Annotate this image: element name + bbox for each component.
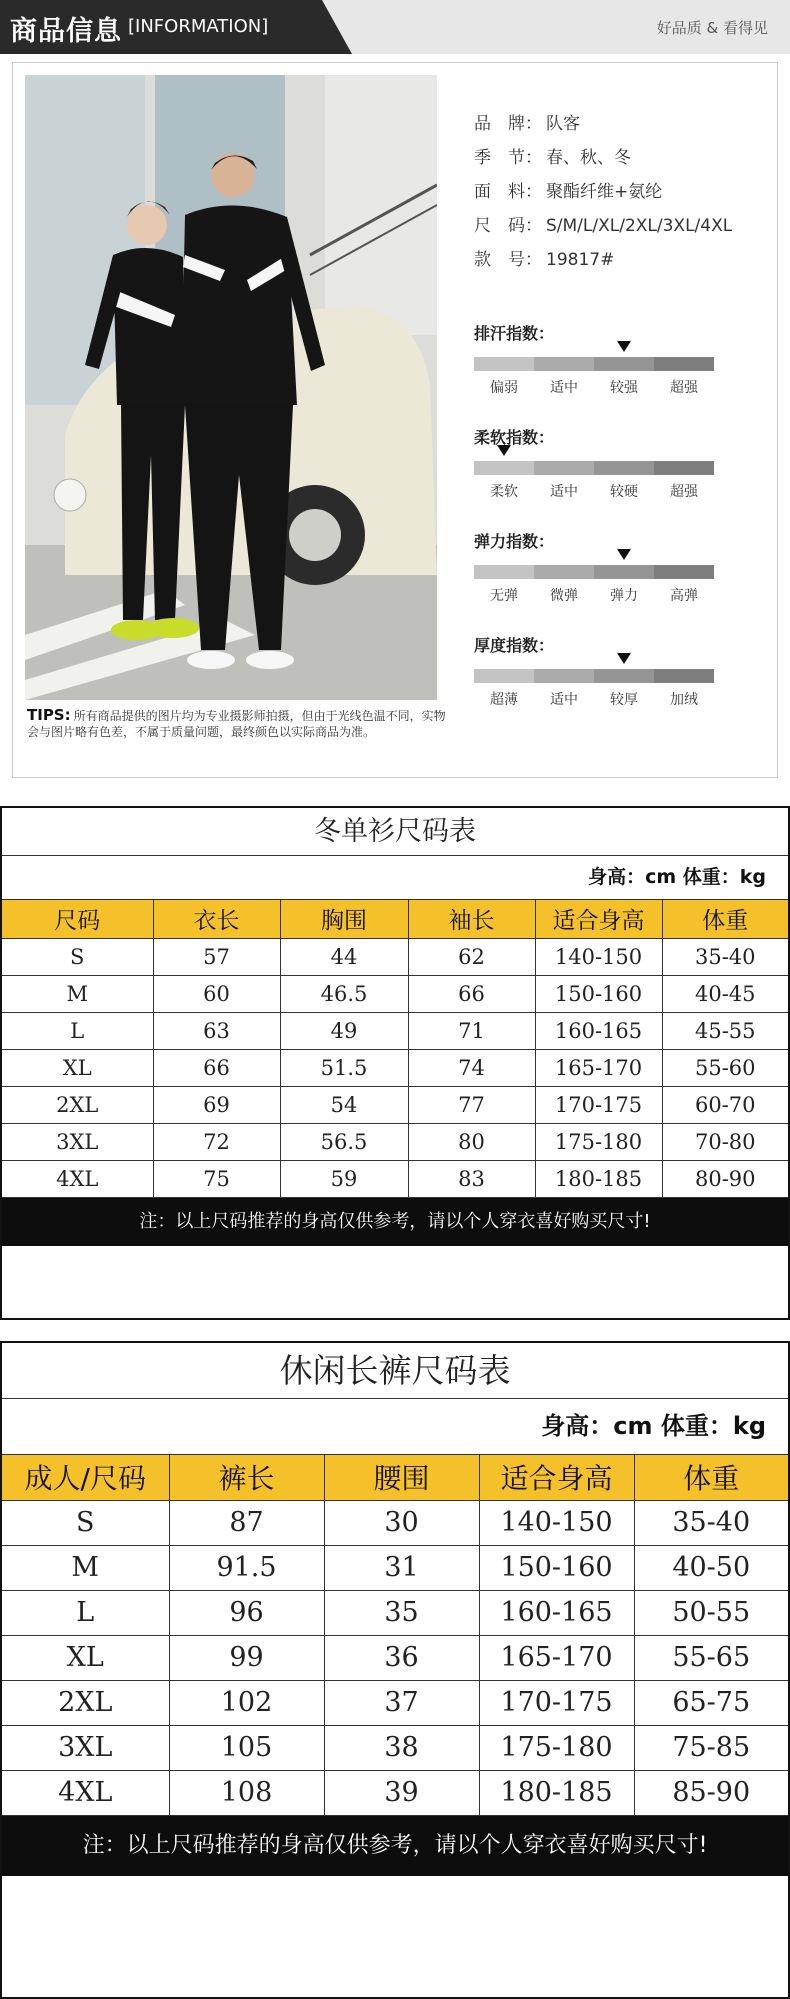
table-header-row xyxy=(2,900,788,938)
index-sweat xyxy=(474,321,714,397)
table-cell: 71 xyxy=(408,1012,535,1049)
table-cell: 36 xyxy=(324,1635,479,1680)
table-cell: 102 xyxy=(169,1680,324,1725)
table-header-cell: 适合身高 xyxy=(479,1455,634,1500)
table-cell: 105 xyxy=(169,1725,324,1770)
index-marker xyxy=(617,549,631,560)
index-label: 适中 xyxy=(550,692,578,708)
table-cell: 160-165 xyxy=(479,1590,634,1635)
shirt-table-title: 冬单衫尺码表 xyxy=(2,808,788,856)
table-cell: 69 xyxy=(153,1086,280,1123)
index-marker xyxy=(617,653,631,664)
table-cell: 180-185 xyxy=(535,1160,662,1197)
spec-row-style-no: 款 号： 19817# xyxy=(474,250,615,270)
table-row xyxy=(2,1160,788,1197)
index-title: 厚度指数： xyxy=(474,636,555,655)
index-label: 微弹 xyxy=(550,588,578,604)
table-header-cell: 衣长 xyxy=(153,900,280,938)
table-header-cell: 腰围 xyxy=(324,1455,479,1500)
tips-note xyxy=(27,707,447,740)
table-cell: 140-150 xyxy=(479,1500,634,1545)
table-cell: 66 xyxy=(153,1049,280,1086)
table-cell: S xyxy=(2,1500,169,1545)
pants-size-grid xyxy=(2,1455,788,1816)
pants-table-note: 注：以上尺码推荐的身高仅供参考，请以个人穿衣喜好购买尺寸! xyxy=(2,1816,788,1876)
table-cell: 60 xyxy=(153,975,280,1012)
table-cell: XL xyxy=(2,1049,153,1086)
table-cell: 35-40 xyxy=(634,1500,788,1545)
table-cell: 65-75 xyxy=(634,1680,788,1725)
index-label: 偏弱 xyxy=(490,380,518,396)
index-thickness xyxy=(474,633,714,709)
index-marker xyxy=(497,445,511,456)
index-label: 较厚 xyxy=(610,692,638,708)
table-cell: 35 xyxy=(324,1590,479,1635)
table-cell: 150-160 xyxy=(479,1545,634,1590)
index-softness xyxy=(474,425,714,501)
table-cell: 170-175 xyxy=(479,1680,634,1725)
table-cell: 85-90 xyxy=(634,1770,788,1815)
table-cell: 108 xyxy=(169,1770,324,1815)
table-header-cell: 体重 xyxy=(634,1455,788,1500)
section-title: 商品信息 xyxy=(10,16,122,47)
index-elasticity xyxy=(474,529,714,605)
table-cell: 63 xyxy=(153,1012,280,1049)
table-row xyxy=(2,1500,788,1545)
table-cell: 4XL xyxy=(2,1770,169,1815)
spec-list xyxy=(474,109,732,279)
table-cell: 165-170 xyxy=(479,1635,634,1680)
table-row xyxy=(2,1635,788,1680)
table-cell: 55-60 xyxy=(662,1049,788,1086)
index-bar xyxy=(474,459,714,477)
table-cell: 83 xyxy=(408,1160,535,1197)
table-cell: 40-50 xyxy=(634,1545,788,1590)
index-label: 超强 xyxy=(670,484,698,500)
index-label: 较硬 xyxy=(610,484,638,500)
table-cell: 40-45 xyxy=(662,975,788,1012)
table-cell: 30 xyxy=(324,1500,479,1545)
index-label: 加绒 xyxy=(670,692,698,708)
table-cell: 140-150 xyxy=(535,938,662,975)
table-cell: 59 xyxy=(280,1160,408,1197)
header-slogan: 好品质 & 看得见 xyxy=(656,19,768,37)
table-cell: 75 xyxy=(153,1160,280,1197)
table-header-cell: 体重 xyxy=(662,900,788,938)
table-cell: 75-85 xyxy=(634,1725,788,1770)
table-cell: 165-170 xyxy=(535,1049,662,1086)
table-cell: 56.5 xyxy=(280,1123,408,1160)
spec-row-brand: 品 牌： 队客 xyxy=(474,114,580,134)
index-bar xyxy=(474,355,714,373)
table-cell: 35-40 xyxy=(662,938,788,975)
table-cell: 3XL xyxy=(2,1123,153,1160)
table-cell: 49 xyxy=(280,1012,408,1049)
index-bar xyxy=(474,563,714,581)
table-cell: XL xyxy=(2,1635,169,1680)
table-cell: 72 xyxy=(153,1123,280,1160)
index-title: 排汗指数： xyxy=(474,324,555,343)
table-cell: 44 xyxy=(280,938,408,975)
table-row xyxy=(2,1049,788,1086)
table-cell: 160-165 xyxy=(535,1012,662,1049)
index-label: 较强 xyxy=(610,380,638,396)
section-title-en: [INFORMATION] xyxy=(128,16,269,37)
table-cell: 91.5 xyxy=(169,1545,324,1590)
table-row xyxy=(2,1770,788,1815)
table-row xyxy=(2,1680,788,1725)
table-row xyxy=(2,1725,788,1770)
table-cell: L xyxy=(2,1590,169,1635)
couple-photo-illustration xyxy=(25,75,437,700)
table-cell: 87 xyxy=(169,1500,324,1545)
pants-table-unit: 身高：cm 体重：kg xyxy=(2,1399,788,1455)
table-cell: 74 xyxy=(408,1049,535,1086)
index-label: 柔软 xyxy=(490,484,518,500)
index-title: 柔软指数： xyxy=(474,428,555,447)
table-cell: 45-55 xyxy=(662,1012,788,1049)
table-header-cell: 成人/尺码 xyxy=(2,1455,169,1500)
table-cell: S xyxy=(2,938,153,975)
table-header-cell: 尺码 xyxy=(2,900,153,938)
table-cell: 170-175 xyxy=(535,1086,662,1123)
table-cell: 60-70 xyxy=(662,1086,788,1123)
table-cell: 99 xyxy=(169,1635,324,1680)
spec-row-season: 季 节： 春、秋、冬 xyxy=(474,148,631,168)
index-title: 弹力指数： xyxy=(474,532,555,551)
product-photo xyxy=(25,75,437,700)
table-cell: 96 xyxy=(169,1590,324,1635)
spec-row-fabric: 面 料： 聚酯纤维+氨纶 xyxy=(474,182,663,202)
table-cell: 180-185 xyxy=(479,1770,634,1815)
table-cell: 175-180 xyxy=(479,1725,634,1770)
table-cell: 77 xyxy=(408,1086,535,1123)
table-cell: 37 xyxy=(324,1680,479,1725)
table-cell: 80-90 xyxy=(662,1160,788,1197)
table-cell: 31 xyxy=(324,1545,479,1590)
tips-text: 所有商品提供的图片均为专业摄影师拍摄，但由于光线色温不同，实物会与图片略有色差，不属于质量问题，最终颜色以实际商品为准。 xyxy=(27,709,446,739)
table-cell: M xyxy=(2,1545,169,1590)
table-cell: 39 xyxy=(324,1770,479,1815)
table-row xyxy=(2,938,788,975)
table-header-cell: 裤长 xyxy=(169,1455,324,1500)
table-cell: 57 xyxy=(153,938,280,975)
table-cell: L xyxy=(2,1012,153,1049)
table-cell: 80 xyxy=(408,1123,535,1160)
table-row xyxy=(2,1086,788,1123)
table-cell: 38 xyxy=(324,1725,479,1770)
tips-label: TIPS: xyxy=(27,706,71,724)
table-row xyxy=(2,1123,788,1160)
table-cell: 50-55 xyxy=(634,1590,788,1635)
index-label: 弹力 xyxy=(610,588,638,604)
shirt-size-table xyxy=(0,806,790,1320)
pants-table-title: 休闲长裤尺码表 xyxy=(2,1343,788,1399)
table-row xyxy=(2,1545,788,1590)
table-cell: 2XL xyxy=(2,1680,169,1725)
index-label: 适中 xyxy=(550,380,578,396)
index-label: 超强 xyxy=(670,380,698,396)
table-row xyxy=(2,1590,788,1635)
product-info-box xyxy=(12,62,778,778)
index-label: 无弹 xyxy=(490,588,518,604)
table-cell: 51.5 xyxy=(280,1049,408,1086)
table-cell: 4XL xyxy=(2,1160,153,1197)
table-cell: 62 xyxy=(408,938,535,975)
table-row xyxy=(2,975,788,1012)
table-cell: 175-180 xyxy=(535,1123,662,1160)
table-cell: M xyxy=(2,975,153,1012)
shirt-table-note: 注：以上尺码推荐的身高仅供参考，请以个人穿衣喜好购买尺寸! xyxy=(2,1198,788,1246)
table-row xyxy=(2,1012,788,1049)
info-header xyxy=(0,0,790,54)
table-cell: 66 xyxy=(408,975,535,1012)
index-marker xyxy=(617,341,631,352)
table-cell: 55-65 xyxy=(634,1635,788,1680)
table-header-row xyxy=(2,1455,788,1500)
shirt-size-grid xyxy=(2,900,788,1198)
table-header-cell: 袖长 xyxy=(408,900,535,938)
index-label: 高弹 xyxy=(670,588,698,604)
table-header-cell: 胸围 xyxy=(280,900,408,938)
table-cell: 54 xyxy=(280,1086,408,1123)
spec-row-size: 尺 码： S/M/L/XL/2XL/3XL/4XL xyxy=(474,216,733,236)
pants-size-table xyxy=(0,1341,790,1999)
table-cell: 70-80 xyxy=(662,1123,788,1160)
table-cell: 46.5 xyxy=(280,975,408,1012)
index-label: 超薄 xyxy=(490,692,518,708)
table-header-cell: 适合身高 xyxy=(535,900,662,938)
table-cell: 2XL xyxy=(2,1086,153,1123)
table-cell: 150-160 xyxy=(535,975,662,1012)
shirt-table-unit: 身高：cm 体重：kg xyxy=(2,856,788,900)
index-label: 适中 xyxy=(550,484,578,500)
table-cell: 3XL xyxy=(2,1725,169,1770)
index-bar xyxy=(474,667,714,685)
